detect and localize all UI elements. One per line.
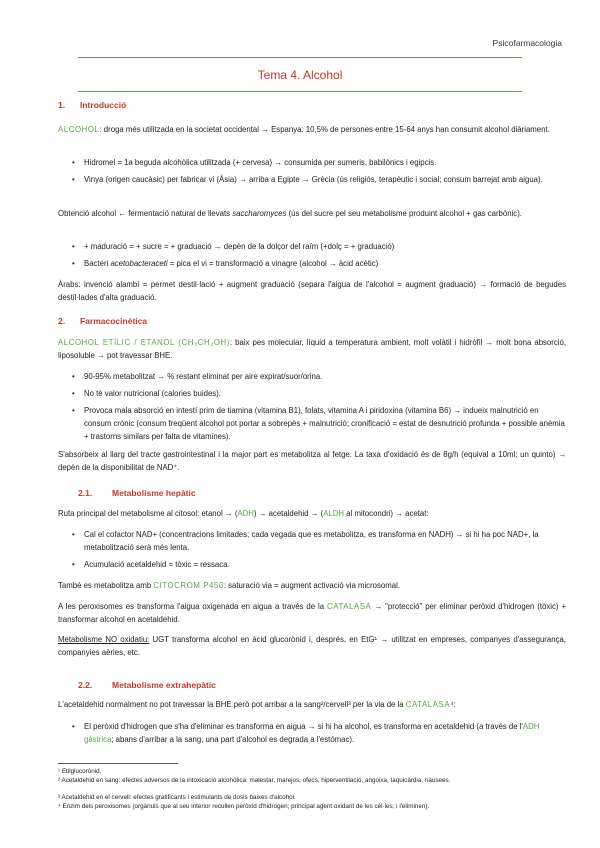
paragraph: Obtenció alcohol ← fermentació natural de llevats saccharomyces (ús del sucre pel seu metabolisme produint alcohol + gas carbònic). [58, 209, 522, 218]
paragraph: A les peroxisomes es transforma l'aigua oxigenada en aigua a través de la CATALASA → "protecció" per eliminar peròxid d'hidrogen (tòxic) + transformar alcohol en acetaldehid. [58, 602, 566, 624]
list-item: • Acumulació acetaldehid = tòxic = ressaca. [72, 560, 230, 569]
paragraph: ALCOHOL ETÍLIC / ETANOL (CH₃CH₂OH): baix pes molecular, líquid a temperatura ambient, molt volàtil i hidròfil → molt bona absorció, liposoluble → pot travessar BHE. [58, 338, 566, 360]
list-item: • Bacteri acetobacteraceti = pica el vi = transformació a vinagre (alcohol → àcid acètic) [72, 259, 379, 268]
list-item: • Hidromel = 1a beguda alcohòlica utilitzada (+ cervesa) → consumida per sumeris, babilònics i egipcis. [72, 158, 437, 167]
subsection-heading-metabolisme-extrahepatic: 2.2. Metabolisme extrahepàtic [78, 680, 216, 690]
footnote-rule [58, 763, 178, 764]
list-item: • Cal el cofactor NAD+ (concentracions limitades; cada vegada que es metabolitza, es transforma en NADH) → si hi ha poc NAD+, la metabolització serà més lenta. [72, 530, 539, 552]
footnote: ⁴ Enzim dels peroxisomes (orgànuls que al seu interior recullen peròxid d'hidrogen; principal agent oxidant de les cèl·les; i l'eliminen). [58, 803, 430, 810]
page-title: Tema 4. Alcohol [257, 68, 343, 82]
paragraph: S'absorbeix al llarg del tracte gastrointestinal i la major part es metabolitza al fetge. La taxa d'oxidació és de 8g/h (equival a 10ml; un quinto) → depèn de la disponibilitat de NAD⁺. [58, 450, 566, 472]
paragraph: ALCOHOL: droga més utilitzada en la societat occidental → Espanya: 10,5% de persones entre 15-64 anys han consumit alcohol diàriament. [58, 125, 550, 134]
footnote: ² Acetaldehid en sang: efectes adversos de la intoxicació alcohòlica: malestar, marejos, ofecs, hiperventilació, angoixa, taquicàrdia, nàusees. [58, 777, 451, 784]
keyword: CITOCROM P450 [153, 581, 224, 590]
section-heading-introduccio: 1. Introducció [58, 100, 127, 110]
section-heading-farmacocinetica: 2. Farmacocinètica [58, 316, 148, 326]
subsection-heading-metabolisme-hepatic: 2.1. Metabolisme hepàtic [78, 488, 196, 498]
paragraph: També es metabolitza amb CITOCROM P450: saturació via = augment activació via microsomal. [58, 581, 400, 590]
list-item: • No té valor nutricional (calories buides). [72, 389, 221, 398]
paragraph: Metabolisme NO oxidatiu: UGT transforma alcohol en àcid glucorònid i, després, en EtG¹ → utilitzat en empreses, companyes d'assegurança, companyies aèries, etc. [58, 635, 566, 657]
footnote: ¹ Etilglucorònid. [58, 768, 102, 775]
paragraph: Àrabs: invenció alambí = permet destil·lació + augment graduació (separa l'aigua de l'alcohol = augment graduació) → formació de begudes destil·lades d'alta graduació. [58, 280, 566, 302]
paragraph: L'acetaldehid normalment no pot travessar la BHE però pot arribar a la sang²/cervell³ per la via de la CATALASA⁴: [58, 700, 456, 709]
list-item: • Vinya (origen caucàsic) per fabricar vi (Àsia) → arriba a Egipte → Grècia (ús religiós, terapèutic i social; consum barrejat amb aigua). [72, 175, 543, 184]
list-item: • + maduració = + sucre = + graduació → depèn de la dolçor del raïm (+dolç = + graduació) [72, 242, 395, 251]
keyword: ALCOHOL [58, 125, 100, 134]
list-item: • Provoca mala absorció en intestí prim de tiamina (vitamina B1), folats, vitamina A i piridoxina (vitamina B6) → indueix malnutrició en consum crònic (consum freqüent alcohol pot portar a sobrepès + malnutrició; cronificació = estat de desnutrició profunda + possible anèmia + trastorns similars per falta de vitamines). [72, 406, 565, 441]
title-rule-bottom [78, 91, 522, 92]
list-item: • El peròxid d'hidrogen que s'ha d'eliminar es transforma en aigua → si hi ha alcohol, es transforma en acetaldehid (a través de l'ADH gàstrica; abans d'arribar a la sang, una part d'alcohol es degrada a l'estómac). [72, 722, 540, 744]
footnote: ³ Acetaldehid en el cervell: efectes gratificants i estimulants de dosis baixes d'alcohol. [58, 794, 296, 801]
paragraph: Ruta principal del metabolisme al citosol: etanol → (ADH) → acetaldehid → (ALDH al mitocondri) → acetat: [58, 509, 429, 518]
running-header: Psicofarmacologia [492, 38, 562, 48]
keyword: CATALASA [405, 700, 451, 709]
title-rule-top [78, 57, 522, 58]
list-item: • 90-95% metabolitzat → % restant eliminat per aire expirat/suor/orina. [72, 372, 323, 381]
keyword: ALCOHOL ETÍLIC / ETANOL (CH₃CH₂OH) [58, 338, 230, 347]
keyword: CATALASA [327, 602, 372, 611]
